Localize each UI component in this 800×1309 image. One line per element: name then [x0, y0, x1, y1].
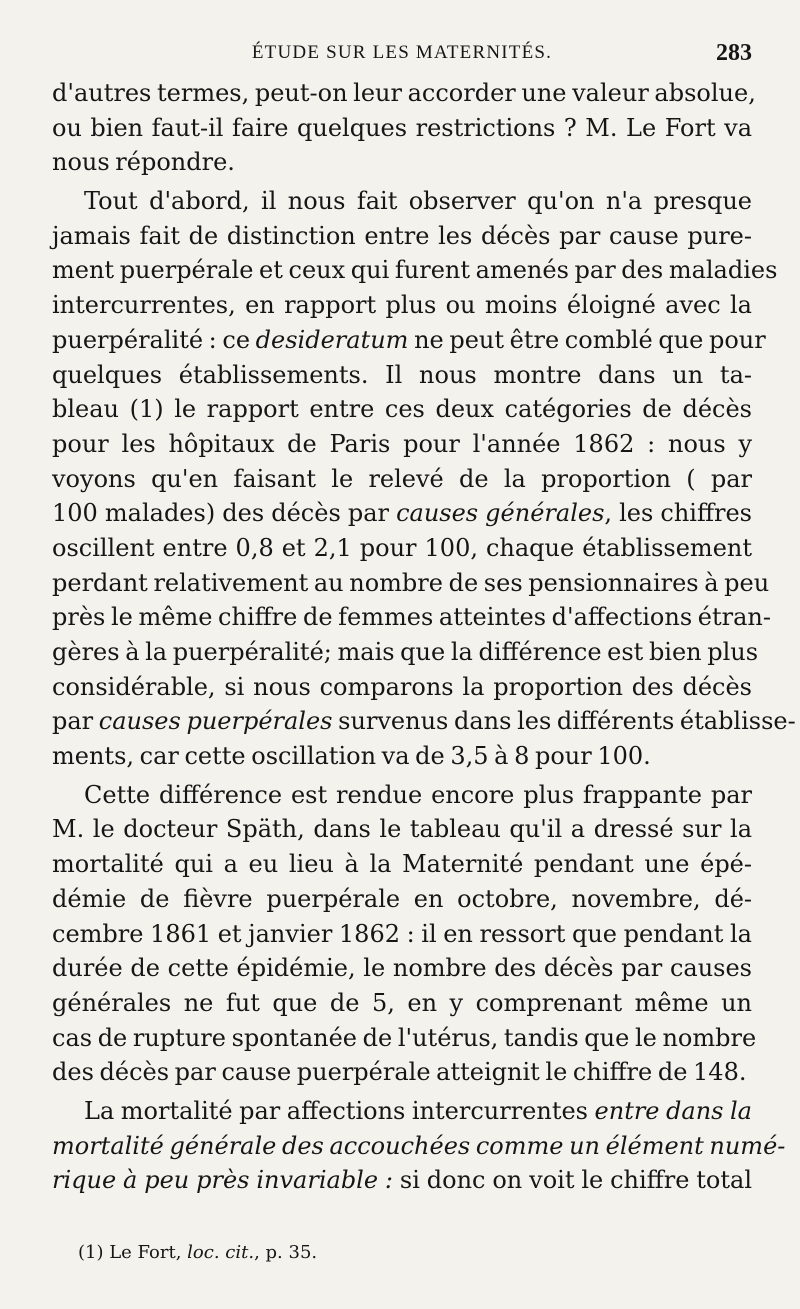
text-run: jamais fait de distinction entre les décès par cause pure- — [52, 221, 752, 250]
text-run: La mortalité par affections intercurrentes — [84, 1096, 595, 1125]
text-run: gères à la puerpéralité; mais que la différence est bien plus — [52, 638, 759, 666]
page-number: 283 — [716, 40, 752, 66]
text-run: nous répondre. — [52, 148, 235, 177]
text-run: , p. 35. — [254, 1242, 318, 1263]
text-line — [52, 600, 771, 635]
page-header — [52, 40, 752, 74]
text-run: voyons qu'en faisant le relevé de la proportion ( par — [52, 464, 752, 493]
text-run: 100 malades) des décès par — [52, 499, 397, 528]
text-line — [52, 951, 752, 986]
text-run: si donc on voit le chiffre total — [393, 1166, 752, 1195]
text-run: par — [52, 707, 99, 736]
text-line — [52, 1055, 752, 1090]
footnote — [78, 1242, 317, 1263]
text-line — [52, 76, 756, 111]
text-run: intercurrentes, en rapport plus ou moins éloigné avec la — [52, 291, 752, 320]
text-line — [52, 739, 752, 774]
text-line — [52, 145, 752, 180]
text-run: bleau (1) le rapport entre ces deux catégories de décès — [52, 395, 752, 424]
text-run: perdant relativement au nombre de ses pensionnaires à peu — [52, 568, 770, 597]
text-run: mortalité qui a eu lieu à la Maternité pendant une épé- — [52, 850, 752, 879]
text-run: des décès par cause puerpérale atteignit le chiffre de 148. — [52, 1058, 747, 1087]
text-line — [52, 392, 752, 427]
text-run: quelques établissements. Il nous montre dans un ta- — [52, 360, 752, 389]
italic-text: loc. cit. — [187, 1242, 255, 1263]
text-line — [52, 917, 752, 952]
text-run: près le même chiffre de femmes atteintes d'affections étran- — [52, 603, 771, 632]
text-line — [52, 323, 766, 358]
italic-text: desideratum — [255, 325, 409, 354]
text-run: puerpéralité : ce — [52, 325, 256, 354]
text-line — [52, 635, 759, 670]
text-run: cas de rupture spontanée de l'utérus, tandis que le nombre — [52, 1023, 757, 1052]
text-line — [52, 462, 752, 497]
text-run: ou bien faut-il faire quelques restrictions ? M. Le Fort va — [52, 113, 752, 142]
text-line — [52, 812, 752, 847]
text-line — [52, 1129, 786, 1164]
running-title: ÉTUDE SUR LES MATERNITÉS. — [251, 42, 553, 63]
text-line — [52, 670, 752, 705]
body-text — [52, 76, 796, 1198]
text-run: durée de cette épidémie, le nombre des décès par causes — [52, 954, 752, 983]
text-line — [52, 1163, 752, 1198]
text-run: cembre 1861 et janvier 1862 : il en ressort que pendant la — [52, 919, 752, 948]
text-line — [52, 1094, 752, 1129]
text-line — [52, 704, 796, 739]
text-run: ment puerpérale et ceux qui furent amenés par des maladies — [52, 256, 778, 285]
text-run: , les chiffres — [604, 499, 752, 528]
text-line — [52, 882, 752, 917]
text-run: Cette différence est rendue encore plus frappante par — [84, 780, 752, 809]
text-line — [52, 111, 752, 146]
text-run: Tout d'abord, il nous fait observer qu'on n'a presque — [84, 187, 752, 216]
text-line — [52, 778, 752, 813]
text-line — [52, 288, 752, 323]
text-run: oscillent entre 0,8 et 2,1 pour 100, chaque établissement — [52, 533, 752, 562]
text-line — [52, 253, 778, 288]
italic-text: mortalité générale des accouchées comme un élément numé- — [52, 1131, 786, 1160]
text-run: ne peut être comblé que pour — [408, 325, 766, 354]
italic-text: causes puerpérales — [98, 707, 333, 736]
text-run: (1) Le Fort, — [78, 1242, 188, 1263]
text-line — [52, 358, 752, 393]
text-run: démie de fièvre puerpérale en octobre, novembre, dé- — [52, 884, 752, 913]
text-line — [52, 1021, 757, 1056]
italic-text: entre dans la — [594, 1096, 752, 1125]
italic-text: causes générales — [396, 499, 605, 528]
text-line — [52, 986, 752, 1021]
text-run: ments, car cette oscillation va de 3,5 à 8 pour 100. — [52, 742, 651, 771]
text-run: considérable, si nous comparons la proportion des décès — [52, 672, 752, 701]
text-run: d'autres termes, peut-on leur accorder une valeur absolue, — [52, 79, 756, 107]
text-run: survenus dans les différents établisse- — [332, 707, 796, 736]
text-line — [52, 566, 770, 601]
text-line — [52, 184, 752, 219]
text-line — [52, 427, 752, 462]
text-run: pour les hôpitaux de Paris pour l'année 1862 : nous y — [52, 429, 752, 458]
text-run: M. le docteur Späth, dans le tableau qu'il a dressé sur la — [52, 815, 752, 844]
italic-text: rique à peu près invariable : — [52, 1166, 394, 1195]
text-line — [52, 531, 752, 566]
text-line — [52, 496, 752, 531]
text-line — [52, 219, 752, 254]
text-run: générales ne fut que de 5, en y comprenant même un — [52, 988, 752, 1017]
text-line — [52, 847, 752, 882]
